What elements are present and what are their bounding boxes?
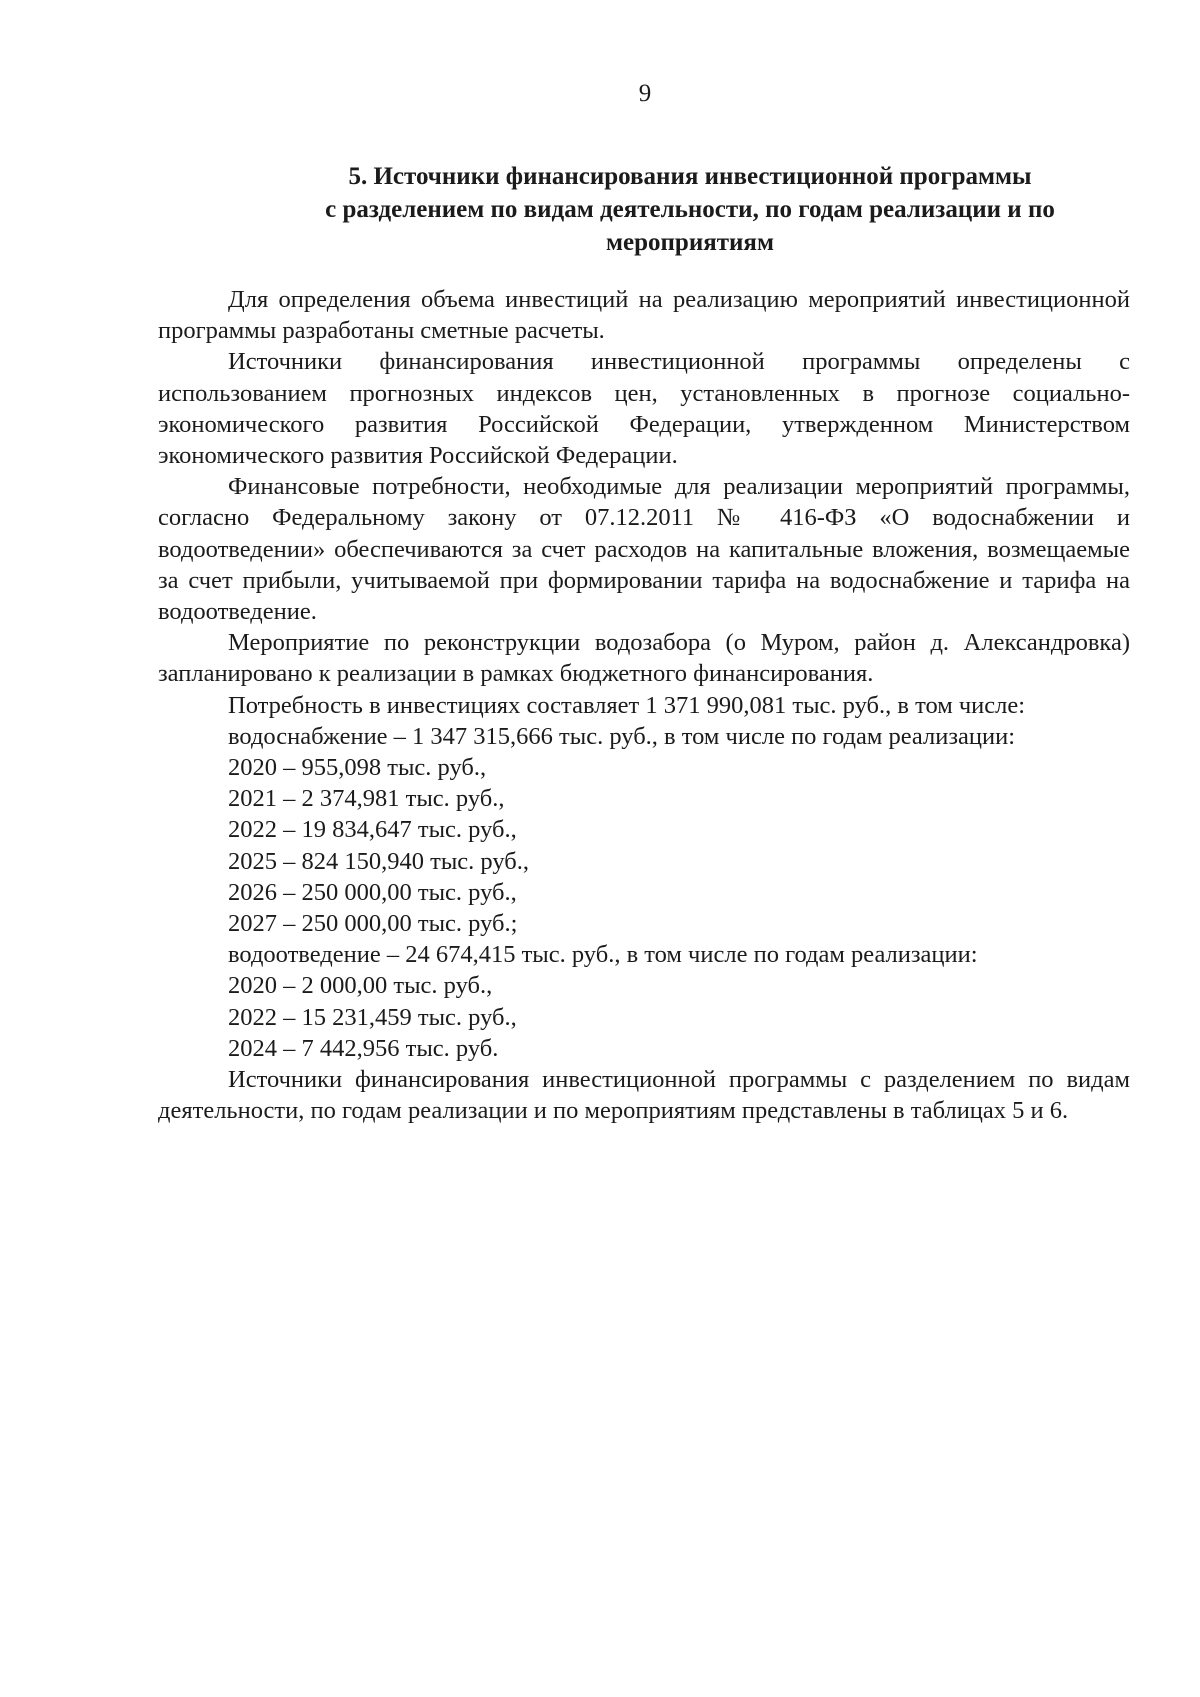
heading-line-2: с разделением по видам деятельности, по годам реализации и по	[325, 196, 1055, 223]
paragraph-closing: Источники финансирования инвестиционной программы с разделением по видам деятельности, по годам реализации и по мероприятиям представлены в таблицах 5 и 6.	[158, 1066, 1130, 1125]
water-supply-year-item: 2026 – 250 000,00 тыс. руб.,	[228, 878, 517, 906]
paragraph-estimates: Для определения объема инвестиций на реализацию мероприятий инвестиционной программы разработаны сметные расчеты.	[158, 286, 1130, 345]
paragraph-total-investment: Потребность в инвестициях составляет 1 371 990,081 тыс. руб., в том числе:	[228, 691, 1026, 719]
water-supply-year-item: 2027 – 250 000,00 тыс. руб.;	[228, 910, 518, 938]
paragraph-price-indices: Источники финансирования инвестиционной программы определены с использованием прогнозных индексов цен, установленных в прогнозе социально-экономического развития Российской Федерации, утвержденном Министерством экономического развития Российской Федерации.	[158, 348, 1130, 470]
paragraph-financial-needs: Финансовые потребности, необходимые для реализации мероприятий программы, согласно Федеральному закону от 07.12.2011 № 416-ФЗ «О водоснабжении и водоотведении» обеспечиваются за счет расходов на капитальные вложения, возмещаемые за счет прибыли, учитываемой при формировании тарифа на водоснабжение и тарифа на водоотведение.	[158, 473, 1130, 626]
paragraph-water-supply: водоснабжение – 1 347 315,666 тыс. руб., в том числе по годам реализации:	[228, 722, 1016, 750]
heading-line-1: 5. Источники финансирования инвестиционной программы	[348, 163, 1032, 190]
water-supply-year-item: 2021 – 2 374,981 тыс. руб.,	[228, 785, 505, 813]
heading-line-3: мероприятиям	[605, 229, 774, 256]
sewerage-year-item: 2024 – 7 442,956 тыс. руб.	[228, 1034, 499, 1062]
page-number: 9	[638, 80, 652, 107]
sewerage-year-item: 2020 – 2 000,00 тыс. руб.,	[228, 972, 493, 1000]
water-supply-year-item: 2020 – 955,098 тыс. руб.,	[228, 754, 487, 782]
water-supply-year-item: 2022 – 19 834,647 тыс. руб.,	[228, 816, 517, 844]
sewerage-year-item: 2022 – 15 231,459 тыс. руб.,	[228, 1003, 517, 1031]
sewerage-intro: водоотведение – 24 674,415 тыс. руб., в том числе по годам реализации:	[228, 941, 978, 969]
section-heading	[250, 160, 1130, 259]
water-supply-year-item: 2025 – 824 150,940 тыс. руб.,	[228, 847, 529, 875]
paragraph-budget-financing: Мероприятие по реконструкции водозабора (о Муром, район д. Александровка) запланировано к реализации в рамках бюджетного финансирования.	[158, 629, 1130, 688]
body-text	[158, 284, 1130, 1126]
